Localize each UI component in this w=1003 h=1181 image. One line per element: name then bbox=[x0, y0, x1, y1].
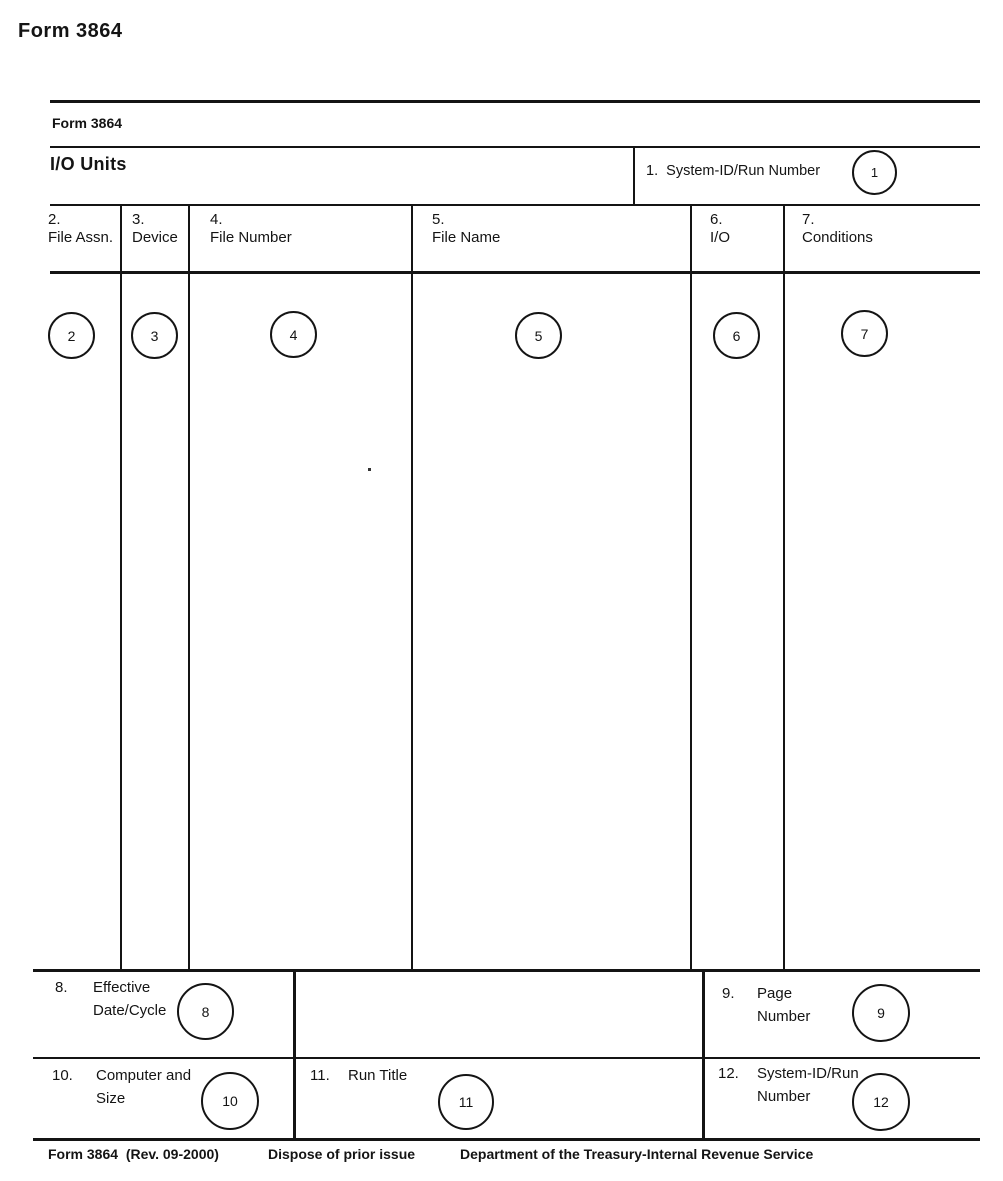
bottom-row1-divider-2 bbox=[702, 969, 705, 1058]
column-divider-5 bbox=[783, 204, 785, 970]
field-10-computer-and-size bbox=[52, 1064, 191, 1110]
column-header-file-number bbox=[210, 211, 292, 247]
field-1-label: 1. System-ID/Run Number bbox=[646, 163, 821, 179]
field-11-run-title bbox=[310, 1064, 407, 1087]
circled-number-5: 5 bbox=[515, 312, 562, 359]
rule-bottom-section-top bbox=[33, 969, 980, 972]
column-label: File Assn. bbox=[48, 229, 114, 246]
field-label bbox=[757, 982, 810, 1028]
column-label: Conditions bbox=[802, 229, 873, 246]
field-label-line1: Effective bbox=[93, 979, 151, 996]
rule-bottom bbox=[33, 1138, 980, 1141]
field-label-line1: Run Title bbox=[348, 1067, 408, 1084]
circled-number-2: 2 bbox=[48, 312, 95, 359]
column-divider-4 bbox=[690, 204, 692, 970]
circled-number-10: 10 bbox=[201, 1072, 259, 1130]
column-label: Device bbox=[132, 229, 178, 246]
column-header-conditions bbox=[802, 211, 873, 247]
field-label bbox=[93, 976, 166, 1022]
column-label: File Name bbox=[432, 229, 501, 246]
page-title: Form 3864 bbox=[18, 20, 123, 42]
field-9-page-number bbox=[722, 982, 810, 1028]
column-label: File Number bbox=[210, 229, 292, 246]
column-number: 6. bbox=[710, 211, 723, 228]
circled-number-4: 4 bbox=[270, 311, 317, 358]
column-header-io bbox=[710, 211, 730, 247]
field-label-line1: System-ID/Run bbox=[757, 1065, 859, 1082]
circled-number-6: 6 bbox=[713, 312, 760, 359]
scan-artifact-dot bbox=[368, 468, 371, 471]
column-number: 3. bbox=[132, 211, 145, 228]
circled-number-7: 7 bbox=[841, 310, 888, 357]
column-header-file-name bbox=[432, 211, 500, 247]
field-label-line2: Date/Cycle bbox=[93, 1002, 167, 1019]
field-number: 10. bbox=[52, 1067, 73, 1084]
column-number: 5. bbox=[432, 211, 445, 228]
circled-number-1: 1 bbox=[852, 150, 897, 195]
column-divider-2 bbox=[188, 204, 190, 970]
field-number: 11. bbox=[310, 1067, 330, 1084]
circled-number-11: 11 bbox=[438, 1074, 494, 1130]
bottom-row2-divider-2 bbox=[702, 1057, 705, 1139]
circled-number-9: 9 bbox=[852, 984, 910, 1042]
column-header-device bbox=[132, 211, 178, 247]
column-label: I/O bbox=[710, 229, 731, 246]
bottom-row1-divider-1 bbox=[293, 969, 296, 1058]
field-number: 9. bbox=[722, 985, 735, 1002]
circled-number-8: 8 bbox=[177, 983, 234, 1040]
field-label-line1: Computer and bbox=[96, 1067, 192, 1084]
column-number: 7. bbox=[802, 211, 815, 228]
field-label-line2: Number bbox=[757, 1008, 811, 1025]
rule-top bbox=[50, 100, 980, 103]
form-number-label: Form 3864 bbox=[52, 115, 123, 131]
column-number: 2. bbox=[48, 211, 61, 228]
title-row-divider bbox=[633, 146, 635, 206]
rule-bottom-rows-divider bbox=[33, 1057, 980, 1059]
form-title: I/O Units bbox=[50, 154, 127, 174]
field-number: 12. bbox=[718, 1065, 739, 1082]
circled-number-3: 3 bbox=[131, 312, 178, 359]
field-label bbox=[757, 1062, 859, 1108]
field-12-system-id-run-number bbox=[718, 1062, 859, 1108]
field-label-line1: Page bbox=[757, 985, 793, 1002]
circled-number-12: 12 bbox=[852, 1073, 910, 1131]
field-number: 8. bbox=[55, 979, 68, 996]
field-label bbox=[96, 1064, 191, 1110]
column-divider-3 bbox=[411, 204, 413, 970]
bottom-row2-divider-1 bbox=[293, 1057, 296, 1139]
field-8-effective-date-cycle bbox=[55, 976, 166, 1022]
rule-under-form-label bbox=[50, 146, 980, 148]
field-label bbox=[348, 1064, 407, 1087]
column-header-file-assn bbox=[48, 211, 113, 247]
field-label-line2: Size bbox=[96, 1090, 126, 1107]
footer-form-revision: Form 3864 (Rev. 09-2000) bbox=[48, 1146, 219, 1162]
column-divider-1 bbox=[120, 204, 122, 970]
footer-department: Department of the Treasury-Internal Revenue Service bbox=[460, 1146, 814, 1162]
footer-dispose-notice: Dispose of prior issue bbox=[268, 1146, 416, 1162]
column-number: 4. bbox=[210, 211, 223, 228]
field-label-line2: Number bbox=[757, 1088, 811, 1105]
